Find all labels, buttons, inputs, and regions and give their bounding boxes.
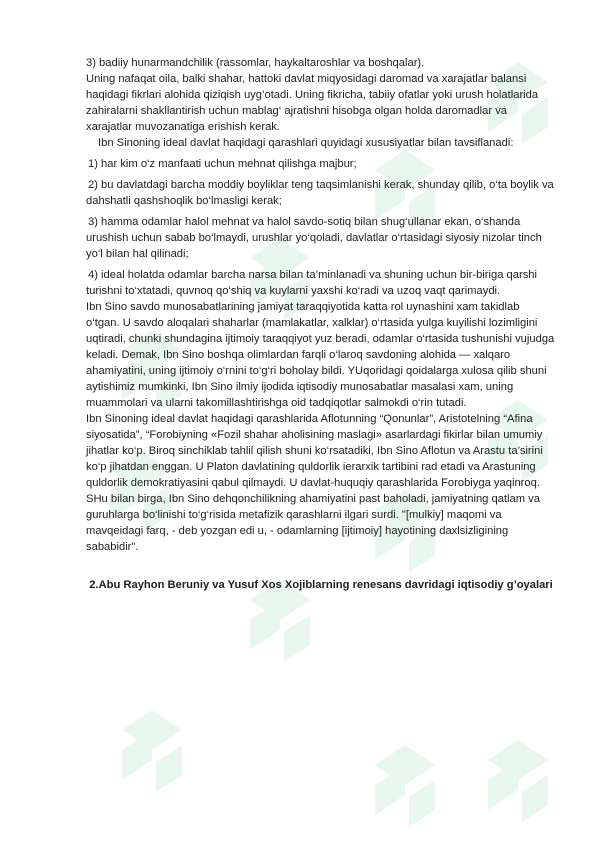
list-item: 4) ideal holatda odamlar barcha narsa bilan ta’minlanadi va shuning uchun bir-biriga qarshi turishni to‘xtatadi, quvnoq qo‘shiq va kuylarni yaxshi ko‘radi va uzoq vaqt qarimaydi. xyxy=(86,269,538,297)
paragraph: Ibn Sino savdo munosabatlarining jamiyat taraqqiyotida katta rol uynashini xam takidlab o‘tgan. U savdo aloqalari shaharlar (mamlakatlar, xalklar) o‘rtasida yulga kuyilishi lozimligini uqtiradi, chunki shundagina ijtimoiy taraqqiyot yuz beradi, odamlar o‘rtasida tushunishi vujudga keladi. Demak, Ibn Sino boshqa olimlardan farqli o‘laroq savdoning alohida — xalqaro ahamiyatini, uning ijtimoiy o‘rnini to‘g‘ri boholay bildi. YUqoridagi qoidalarga xulosa qilib shuni aytishimiz mumkinki, Ibn Sino ilmiy ijodida iqtisodiy munosabatlar masalasi xam, uning muammolari va ularni takomillashtirishga oid tadqiqotlar salmokdi o‘rin tutadi. xyxy=(86,301,555,409)
list-item: 1) har kim o‘z manfaati uchun mehnat qilishga majbur; xyxy=(88,158,357,170)
paragraph: 3) badiiy hunarmandchilik (rassomlar, haykaltaroshlar va boshqalar). xyxy=(86,57,425,69)
list-item: 2) bu davlatdagi barcha moddiy boyliklar teng taqsimlanishi kerak, shunday qilib, o‘ta boylik va dahshatli qashshoqlik bo‘lmasligi kerak; xyxy=(86,179,554,207)
section-heading: 2.Abu Rayhon Beruniy va Yusuf Xos Xojiblarning renesans davridagi iqtisodiy g’oyalari xyxy=(89,579,553,591)
document-page xyxy=(86,55,556,593)
watermark-logo xyxy=(112,700,192,810)
paragraph: Ibn Sinoning ideal davlat haqidagi qarashlari quyidagi xususiyatlar bilan tavsiflanadi: xyxy=(98,137,514,149)
paragraph: Uning nafaqat oila, balki shahar, hattoki davlat miqyosidagi daromad va xarajatlar balansi haqidagi fikrlari alohida qiziqish uyg’otadi. Uning fikricha, tabiiy ofatlar yoki urush holatlarida zahiralarni shakllantirish uchun mablag‘ ajratishni hisobga olgan holda daromadlar va xarajatlar muvozanatiga erishish kerak. xyxy=(86,73,539,133)
watermark-logo xyxy=(365,735,445,845)
watermark-logo xyxy=(478,730,558,840)
paragraph: Ibn Sinoning ideal davlat haqidagi qarashlarida Aflotunning “Qonunlar”, Aristotelning “Afina siyosatida”, “Forobiyning «Fozil shahar aholisining maslagi» asarlardagi fikirlar bilan umumiy jihatlar ko‘p. Biroq sinchiklab tahlil qilish shuni ko‘rsatadiki, Ibn Sino Aflotun va Arastu ta’sirini ko‘p jihatdan enggan. U Platon davlatining quldorlik ierarxik tartibini rad etadi va Arastuning quldorlik demokratiyasini qabul qilmaydi. U davlat-huquqiy qarashlarida Forobiyga yaqinroq. SHu bilan birga, Ibn Sino dehqonchilikning ahamiyatini past baholadi, jamiyatning qatlam va guruhlarga bo‘linishi to‘g‘risida metafizik qarashlarni ilgari surdi. "[mulkiy] maqomi va mavqeidagi farq, - deb yozgan edi u, - odamlarning [ijtimoiy] hayotining daxlsizligining sababidir". xyxy=(86,413,543,553)
list-item: 3) hamma odamlar halol mehnat va halol savdo-sotiq bilan shug‘ullanar ekan, o‘shanda urushish uchun sabab bo‘lmaydi, urushlar yo‘qoladi, davlatlar o‘rtasidagi siyosiy nizolar tinch yo‘l bilan hal qilinadi; xyxy=(86,216,542,260)
